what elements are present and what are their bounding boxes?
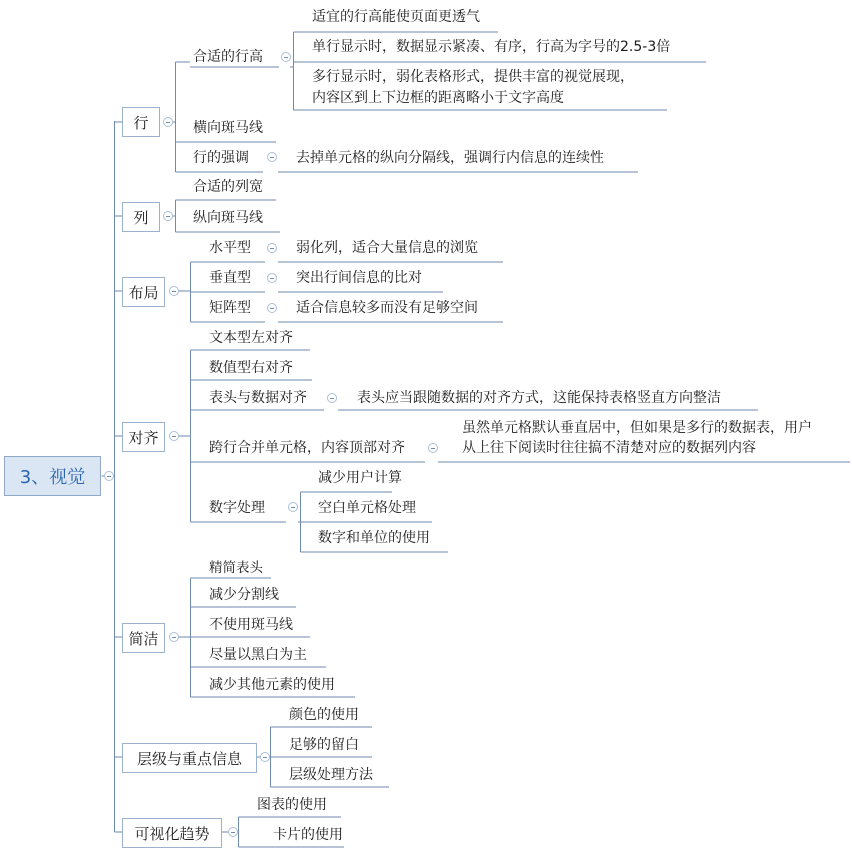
node-row-label: 行 xyxy=(133,113,149,132)
simple-item-4: 尽量以黑白为主 xyxy=(209,647,307,663)
node-align-label: 对齐 xyxy=(128,428,159,447)
align-merge-label: 跨行合并单元格，内容顶部对齐 xyxy=(209,440,405,456)
layout-item-3-collapse-icon[interactable] xyxy=(267,303,277,313)
row-height-label: 合适的行高 xyxy=(193,49,263,65)
row-zebra-label: 横向斑马线 xyxy=(193,120,263,136)
align-header-note: 表头应当跟随数据的对齐方式，这能保持表格竖直方向整洁 xyxy=(357,390,721,406)
column-collapse-icon[interactable] xyxy=(163,211,173,221)
level-item-3: 层级处理方法 xyxy=(289,767,373,783)
row-emphasis-collapse-icon[interactable] xyxy=(267,152,277,162)
align-number-item-3: 数字和单位的使用 xyxy=(318,530,430,546)
visual-item-2: 卡片的使用 xyxy=(273,827,343,843)
align-header-label: 表头与数据对齐 xyxy=(209,390,307,406)
node-visual[interactable] xyxy=(122,818,222,848)
node-simple[interactable] xyxy=(122,623,165,653)
node-level-label: 层级与重点信息 xyxy=(136,749,242,768)
simple-item-5: 减少其他元素的使用 xyxy=(209,677,335,693)
layout-item-3-name: 矩阵型 xyxy=(209,300,251,316)
layout-item-2-note: 突出行间信息的比对 xyxy=(296,270,422,286)
simple-item-1: 精简表头 xyxy=(209,560,263,576)
simple-item-3: 不使用斑马线 xyxy=(209,617,293,633)
node-visual-label: 可视化趋势 xyxy=(134,824,210,843)
layout-item-2-collapse-icon[interactable] xyxy=(267,273,277,283)
row-height-collapse-icon[interactable] xyxy=(281,52,291,62)
node-simple-label: 简洁 xyxy=(128,629,159,648)
align-header-collapse-icon[interactable] xyxy=(327,393,337,403)
root-node[interactable] xyxy=(4,456,101,496)
row-emphasis-note: 去掉单元格的纵向分隔线，强调行内信息的连续性 xyxy=(296,150,604,166)
align-collapse-icon[interactable] xyxy=(169,431,179,441)
layout-item-1-note: 弱化列，适合大量信息的浏览 xyxy=(296,240,478,256)
align-text-left: 文本型左对齐 xyxy=(209,330,293,346)
node-align[interactable] xyxy=(122,422,165,452)
row-height-note-1: 适宜的行高能使页面更透气 xyxy=(312,9,480,25)
align-merge-note-1: 虽然单元格默认垂直居中，但如果是多行的数据表，用户 xyxy=(462,420,812,436)
level-item-2: 足够的留白 xyxy=(289,737,359,753)
align-number-item-2: 空白单元格处理 xyxy=(318,500,416,516)
node-row[interactable] xyxy=(122,107,160,137)
column-item-2: 纵向斑马线 xyxy=(193,210,263,226)
node-column[interactable] xyxy=(122,202,160,232)
align-number-collapse-icon[interactable] xyxy=(288,502,298,512)
row-height-note-4: 内容区到上下边框的距离略小于文字高度 xyxy=(312,90,564,106)
row-height-note-3: 多行显示时，弱化表格形式，提供丰富的视觉展现， xyxy=(312,69,634,85)
layout-item-1-collapse-icon[interactable] xyxy=(267,243,277,253)
root-label: 3、视觉 xyxy=(19,467,86,488)
layout-item-1-name: 水平型 xyxy=(209,240,251,256)
visual-collapse-icon[interactable] xyxy=(228,827,238,837)
align-merge-collapse-icon[interactable] xyxy=(428,443,438,453)
layout-item-3-note: 适合信息较多而没有足够空间 xyxy=(296,300,478,316)
node-column-label: 列 xyxy=(133,208,149,227)
node-layout-label: 布局 xyxy=(128,283,159,302)
level-collapse-icon[interactable] xyxy=(260,752,270,762)
row-height-note-2: 单行显示时，数据显示紧凑、有序，行高为字号的2.5-3倍 xyxy=(312,39,671,55)
align-merge-note-2: 从上往下阅读时往往搞不清楚对应的数据列内容 xyxy=(462,440,756,456)
layout-collapse-icon[interactable] xyxy=(169,286,179,296)
align-number-item-1: 减少用户计算 xyxy=(318,470,402,486)
root-collapse-icon[interactable] xyxy=(104,471,114,481)
row-collapse-icon[interactable] xyxy=(163,117,173,127)
node-level[interactable] xyxy=(122,743,257,773)
layout-item-2-name: 垂直型 xyxy=(209,270,251,286)
simple-collapse-icon[interactable] xyxy=(169,632,179,642)
level-item-1: 颜色的使用 xyxy=(289,707,359,723)
column-item-1: 合适的列宽 xyxy=(193,179,263,195)
simple-item-2: 减少分割线 xyxy=(209,587,279,603)
node-layout[interactable] xyxy=(122,277,165,307)
align-num-right: 数值型右对齐 xyxy=(209,360,293,376)
visual-item-1: 图表的使用 xyxy=(257,797,327,813)
row-emphasis-label: 行的强调 xyxy=(193,150,249,166)
align-number-label: 数字处理 xyxy=(209,500,265,516)
